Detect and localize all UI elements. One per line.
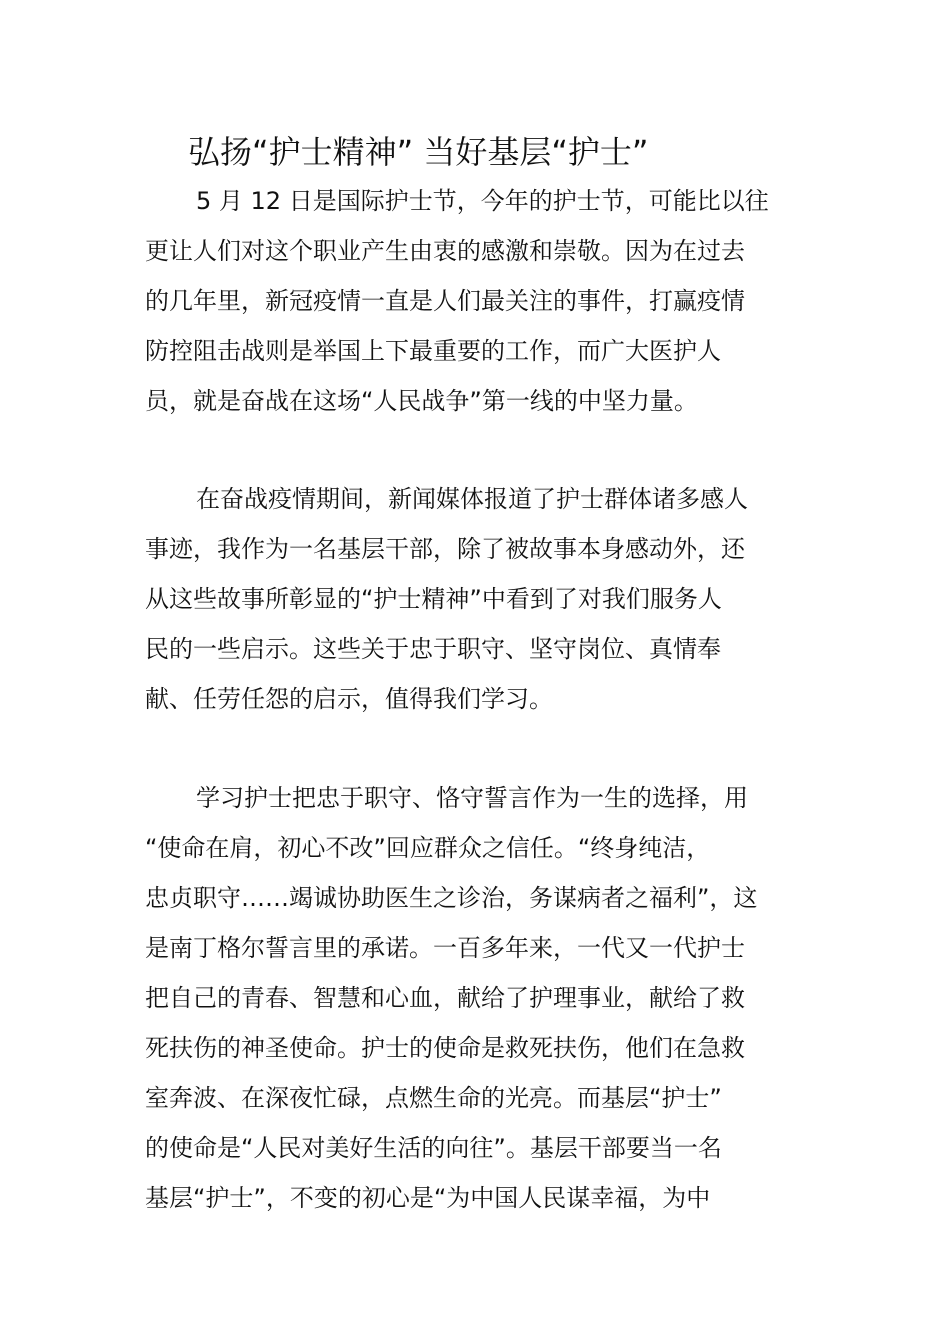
paragraph-line: 忠贞职守……竭诚协助医生之诊治，务谋病者之福利”，这 (145, 884, 758, 912)
paragraph-line: 在奋战疫情期间，新闻媒体报道了护士群体诸多感人 (196, 485, 748, 513)
paragraph-line: “使命在肩，初心不改”回应群众之信任。“终身纯洁， (145, 834, 711, 862)
paragraph-line: 学习护士把忠于职守、恪守誓言作为一生的选择，用 (196, 784, 748, 812)
paragraph-2 (145, 474, 805, 724)
paragraph-line: 防控阻击战则是举国上下最重要的工作，而广大医护人 (145, 337, 721, 365)
paragraph-line: 更让人们对这个职业产生由衷的感激和崇敬。因为在过去 (145, 237, 745, 265)
paragraph-line: 5 月 12 日是国际护士节，今年的护士节，可能比以往 (196, 187, 769, 215)
paragraph-line: 的使命是“人民对美好生活的向往”。基层干部要当一名 (145, 1134, 722, 1162)
paragraph-line: 的几年里，新冠疫情一直是人们最关注的事件，打赢疫情 (145, 287, 745, 315)
paragraph-line: 把自己的青春、智慧和心血，献给了护理事业，献给了救 (145, 984, 745, 1012)
paragraph-line: 事迹，我作为一名基层干部，除了被故事本身感动外，还 (145, 535, 745, 563)
paragraph-line: 从这些故事所彰显的“护士精神”中看到了对我们服务人 (145, 585, 722, 613)
paragraph-line: 献、任劳任怨的启示，值得我们学习。 (145, 685, 553, 713)
paragraph-1 (145, 176, 805, 426)
paragraph-line: 民的一些启示。这些关于忠于职守、坚守岗位、真情奉 (145, 635, 721, 663)
paragraph-line: 死扶伤的神圣使命。护士的使命是救死扶伤，他们在急救 (145, 1034, 745, 1062)
paragraph-line: 室奔波、在深夜忙碌，点燃生命的光亮。而基层“护士” (145, 1084, 722, 1112)
paragraph-3 (145, 773, 805, 1223)
paragraph-line: 是南丁格尔誓言里的承诺。一百多年来，一代又一代护士 (145, 934, 745, 962)
paragraph-line: 基层“护士”，不变的初心是“为中国人民谋幸福，为中 (145, 1184, 711, 1212)
document-title: 弘扬“护士精神” 当好基层“护士” (188, 133, 649, 171)
paragraph-line: 员，就是奋战在这场“人民战争”第一线的中坚力量。 (145, 387, 698, 415)
